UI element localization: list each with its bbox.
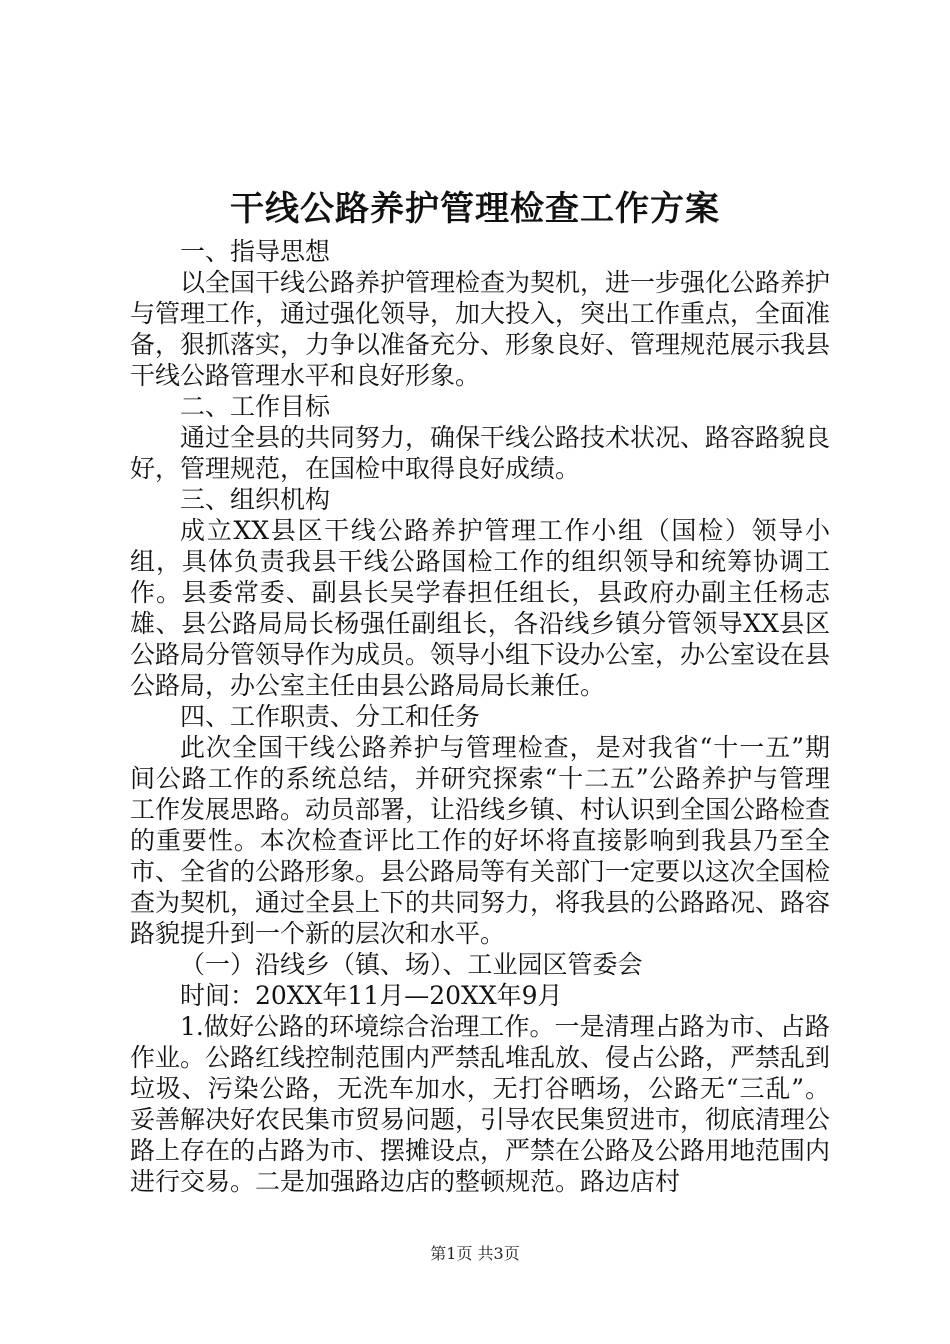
section-heading-work-goals: 二、工作目标: [180, 392, 331, 421]
paragraph-item-1: 1.做好公路的环境综合治理工作。一是清理占路为市、占路作业。公路红线控制范围内严禁乱堆乱放、侵占公路，严禁乱到垃圾、污染公路，无洗车加水，无打谷晒场，公路无“三乱”。妥善解决好农民集市贸易问题，引导农民集贸进市，彻底清理公路上存在的占路为市、摆摊设点，严禁在公路及公路用地范围内进行交易。二是加强路边店的整顿规范。路边店村: [130, 1012, 831, 1196]
paragraph-responsibilities: 此次全国干线公路养护与管理检查，是对我省“十一五”期间公路工作的系统总结，并研究探索“十二五”公路养护与管理工作发展思路。动员部署，让沿线乡镇、村认识到全国公路检查的重要性。本次检查评比工作的好坏将直接影响到我县乃至全市、全省的公路形象。县公路局等有关部门一定要以这次全国检查为契机，通过全县上下的共同努力，将我县的公路路况、路容路貌提升到一个新的层次和水平。: [130, 733, 831, 948]
section-heading-guiding-ideology: 一、指导思想: [180, 237, 331, 266]
paragraph-time: 时间：20XX年11月—20XX年9月: [180, 981, 563, 1010]
section-heading-organization: 三、组织机构: [180, 485, 331, 514]
paragraph-organization: 成立XX县区干线公路养护管理工作小组（国检）领导小组，具体负责我县干线公路国检工作的组织领导和统筹协调工作。县委常委、副县长吴学春担任组长，县政府办副主任杨志雄、县公路局局长杨强任副组长，各沿线乡镇分管领导XX县区公路局分管领导作为成员。领导小组下设办公室，办公室设在县公路局，办公室主任由县公路局局长兼任。: [130, 516, 831, 700]
document-title: 干线公路养护管理检查工作方案: [230, 189, 720, 229]
page-footer: 第1页 共3页: [430, 1244, 520, 1263]
paragraph-guiding-ideology: 以全国干线公路养护管理检查为契机，进一步强化公路养护与管理工作，通过强化领导，加大投入，突出工作重点，全面准备，狠抓落实，力争以准备充分、形象良好、管理规范展示我县干线公路管理水平和良好形象。: [130, 268, 831, 390]
paragraph-work-goals: 通过全县的共同努力，确保干线公路技术状况、路容路貌良好，管理规范，在国检中取得良好成绩。: [130, 423, 831, 483]
document-body: [130, 236, 830, 1197]
subsection-heading-townships: （一）沿线乡（镇、场）、工业园区管委会: [180, 950, 643, 979]
section-heading-responsibilities: 四、工作职责、分工和任务: [180, 702, 481, 731]
